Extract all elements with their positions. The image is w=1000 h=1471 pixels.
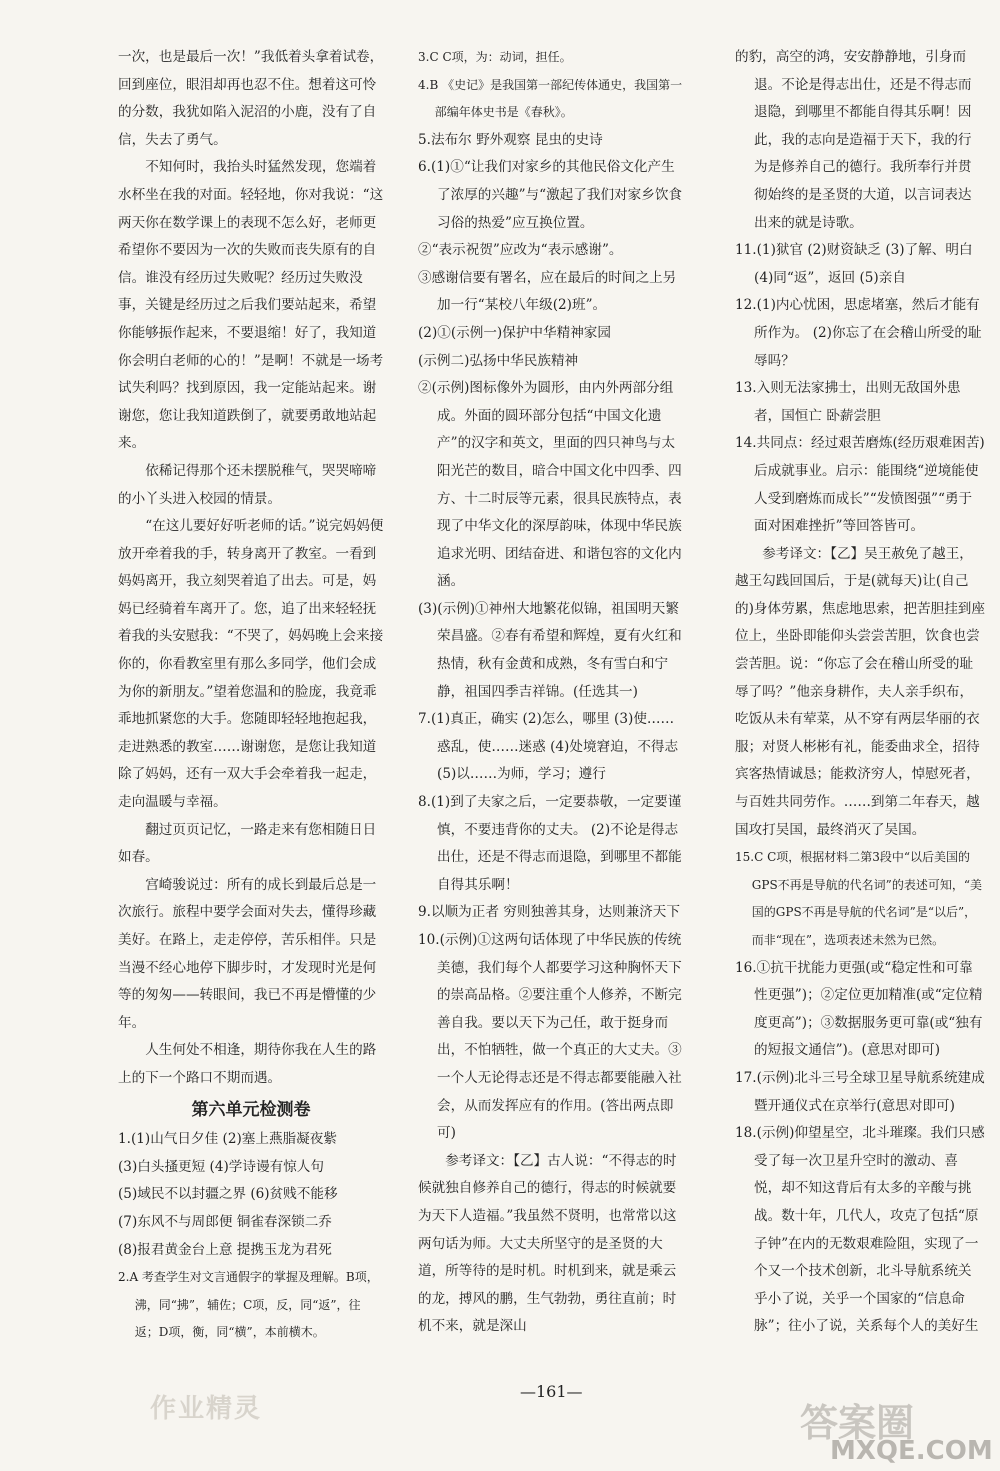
text-block: (8)报君黄金台上意 提携玉龙为君死 [118,1241,332,1258]
watermark-url: MXQE.COM [830,1436,993,1466]
text-block: (3)(示例)①神州大地繁花似锦，祖国明天繁荣昌盛。②春有希望和辉煌，夏有火红和热情，秋有金黄和成熟，冬有雪白和宁静，祖国四季吉祥锦。(任选其一) [418,600,682,700]
text-block: ③感谢信要有署名，应在最后的时间之上另加一行“某校八年级(2)班”。 [418,269,677,314]
text-block: 13.入则无法家拂士，出则无敌国外患者，国恒亡 卧薪尝胆 [735,380,961,424]
text-block: ②“表示祝贺”应改为“表示感谢”。 [418,242,623,259]
text-block: ②(示例)图标像外为圆形，由内外两部分组成。外面的圆环部分包括“中国文化遗产”的汉字和英文，里面的四只神鸟与太阳光芒的数目，暗合中国文化中四季、四方、十二时辰等元素，很具民族特点，表现了中华文化的深厚韵味，体现中华民族追求光明、团结奋进、和谐包容的文化内涵。 [418,380,682,590]
text-block: 1.(1)山气日夕佳 (2)塞上燕脂凝夜紫 [118,1131,337,1148]
column-left [118,44,384,1347]
text-block: 14.共同点：经过艰苦磨炼(经历艰难困苦)后成就事业。启示：能围绕“逆境能使人受到磨炼而成长”“发愤图强”“勇于面对困难挫折”等回答皆可。 [735,435,985,535]
text-block: (示例二)弘扬中华民族精神 [418,352,579,369]
text-block: 依稀记得那个还未摆脱稚气，哭哭啼啼的小丫头进入校园的情景。 [118,462,377,507]
text-block: 15.C C项，根据材料二第3段中“以后美国的GPS不再是导航的代名词”的表述可知，“美国的GPS不再是导航的代名词”是“以后”，而非“现在”，选项表述未然为已然。 [735,850,982,947]
text-block: 7.(1)真正，确实 (2)怎么，哪里 (3)使……惑乱，使……迷惑 (4)处境窘迫，不得志 (5)以……为师，学习；遵行 [418,711,679,783]
text-block: “在这儿要好好听老师的话。”说完妈妈便放开牵着我的手，转身离开了教室。一看到妈妈离开，我立刻哭着追了出去。可是，妈妈已经骑着车离开了。您，追了出来轻轻抚着我的头安慰我：“不哭了，妈妈晚上会来接你的，你看教室里有那么多同学，他们会成为你的新朋友。”望着您温和的脸庞，我竟乖乖地抓紧您的大手。您随即轻轻地抱起我，走进熟悉的教室……谢谢您，是您让我知道除了妈妈，还有一双大手会牵着我一起走，走向温暖与幸福。 [118,518,384,811]
text-block: 宫崎骏说过：所有的成长到最后总是一次旅行。旅程中要学会面对失去，懂得珍藏美好。在路上，走走停停，苦乐相伴。只是当漫不经心地停下脚步时，才发现时光是何等的匆匆——转眼间，我已不再是懵懂的少年。 [118,876,377,1031]
text-block: 10.(示例)①这两句话体现了中华民族的传统美德，我们每个人都要学习这种胸怀天下的崇高品格。②要注重个人修养，不断完善自我。要以天下为己任，敢于挺身而出，不怕牺牲，做一个真正的大丈夫。③一个人无论得志还是不得志都要能融入社会，从而发挥应有的作用。(答出两点即可) [418,932,682,1142]
text-block: 翻过页页记忆，一路走来有您相随日日如春。 [118,821,377,866]
text-block: (3)白头搔更短 (4)学诗谩有惊人句 [118,1158,324,1175]
page-number: —161— [520,1382,583,1401]
column-middle [418,44,686,1341]
text-block: 5.法布尔 野外观察 昆虫的史诗 [418,131,603,148]
text-block: (5)域民不以封疆之界 (6)贫贱不能移 [118,1186,338,1203]
text-block: 8.(1)到了夫家之后，一定要恭敬，一定要谨慎，不要违背你的丈夫。 (2)不论是得志出仕，还是不得志而退隐，到哪里不都能自得其乐啊！ [418,794,682,893]
watermark-left: 作业精灵 [150,1394,263,1424]
watermark-logo: 答案圈 [800,1401,915,1445]
text-block: 人生何处不相逢，期待你我在人生的路上的下一个路口不期而遇。 [118,1042,377,1086]
column-right [735,44,985,1341]
section-heading: 第六单元检测卷 [191,1099,311,1120]
text-block: 2.A 考查学生对文言通假字的掌握及理解。B项，沸，同“拂”，辅佐；C项，反，同“返”，往返；D项，衡，同“横”，本前横木。 [118,1270,379,1340]
text-block: 12.(1)内心忧困，思虑堵塞，然后才能有所作为。 (2)你忘了在会稽山所受的耻辱吗？ [735,297,982,369]
text-block: (7)东风不与周郎便 铜雀春深锁二乔 [118,1213,332,1230]
text-block: 6.(1)①“让我们对家乡的其他民俗文化产生了浓厚的兴趣”与“激起了我们对家乡饮食习俗的热爱”应互换位置。 [418,159,683,231]
text-block: 4.B 《史记》是我国第一部纪传体通史，我国第一部编年体史书是《春秋》。 [418,77,683,120]
text-block: 一次，也是最后一次！”我低着头拿着试卷，回到座位，眼泪却再也忍不住。想着这可怜的分数，我犹如陷入泥沼的小鹿，没有了自信，失去了勇气。 [118,49,384,148]
text-block: 不知何时，我抬头时猛然发现，您端着水杯坐在我的对面。轻轻地，你对我说：“这两天你在数学课上的表现不怎么好，老师更希望你不要因为一次的失败而丧失原有的自信。谁没有经历过失败呢？经历过失败没事，关键是经历过之后我们要站起来，希望你能够振作起来，不要退缩！好了，我知道你会明白老师的心的！”是啊！不就是一场考试失利吗？找到原因，我一定能站起来。谢谢您，您让我知道跌倒了，就要勇敢地站起来。 [118,159,384,452]
text-block: 参考译文：【乙】吴王赦免了越王，越王勾践回国后，于是(就每天)让(自己的)身体劳累，焦虑地思索，把苦胆挂到座位上，坐卧即能仰头尝尝苦胆，饮食也尝尝苦胆。说：“你忘了会在稽山所受的耻辱了吗？”他亲身耕作，夫人亲手织布，吃饭从未有荤菜，从不穿有两层华丽的衣服；对贤人彬彬有礼，能委曲求全，招待宾客热情诚恳；能救济穷人，悼慰死者，与百姓共同劳作。……到第二年春天，越国攻打吴国，最终消灭了吴国。 [735,545,985,838]
text-block: 18.(示例)仰望星空，北斗璀璨。我们只感受了每一次卫星升空时的激动、喜悦，却不知这背后有太多的辛酸与挑战。数十年，几代人，攻克了包括“原子钟”在内的无数艰难险阻，实现了一个又一个技术创新，北斗导航系统关乎小了说，关乎一个国家的“信息命脉”；往小了说，关系每个人的美好生 [735,1125,985,1335]
text-block: 16.①抗干扰能力更强(或“稳定性和可靠性更强”)；②定位更加精准(或“定位精度更高”)；③数据服务更可靠(或“独有的短报文通信”)。(意思对即可) [735,959,983,1059]
text-block: 17.(示例)北斗三号全球卫星导航系统建成暨开通仪式在京举行(意思对即可) [735,1069,985,1114]
text-block: 9.以顺为正者 穷则独善其身，达则兼济天下 [418,904,680,921]
text-block: 的豹，高空的鸿，安安静静地，引身而退。不论是得志出仕，还是不得志而退隐，到哪里不都能自得其乐啊！因此，我的志向是造福于天下，我的行为是修养自己的德行。我所奉行并贯彻始终的是圣贤的大道，以言词表达出来的就是诗歌。 [735,49,972,231]
text-block: (2)①(示例一)保护中华精神家园 [418,324,611,341]
text-block: 3.C C项，为：动词，担任。 [418,50,572,64]
text-block: 11.(1)狱官 (2)财资缺乏 (3)了解、明白 (4)同“返”，返回 (5)亲自 [735,242,973,286]
text-block: 参考译文：【乙】古人说：“不得志的时候就独自修养自己的德行，得志的时候就要为天下人造福。”我虽然不贤明，也常常以这两句话为师。大丈夫所坚守的是圣贤的大道，所等待的是时机。时机到来，就是乘云的龙，搏风的鹏，生气勃勃，勇往直前；时机不来，就是深山 [418,1152,677,1335]
